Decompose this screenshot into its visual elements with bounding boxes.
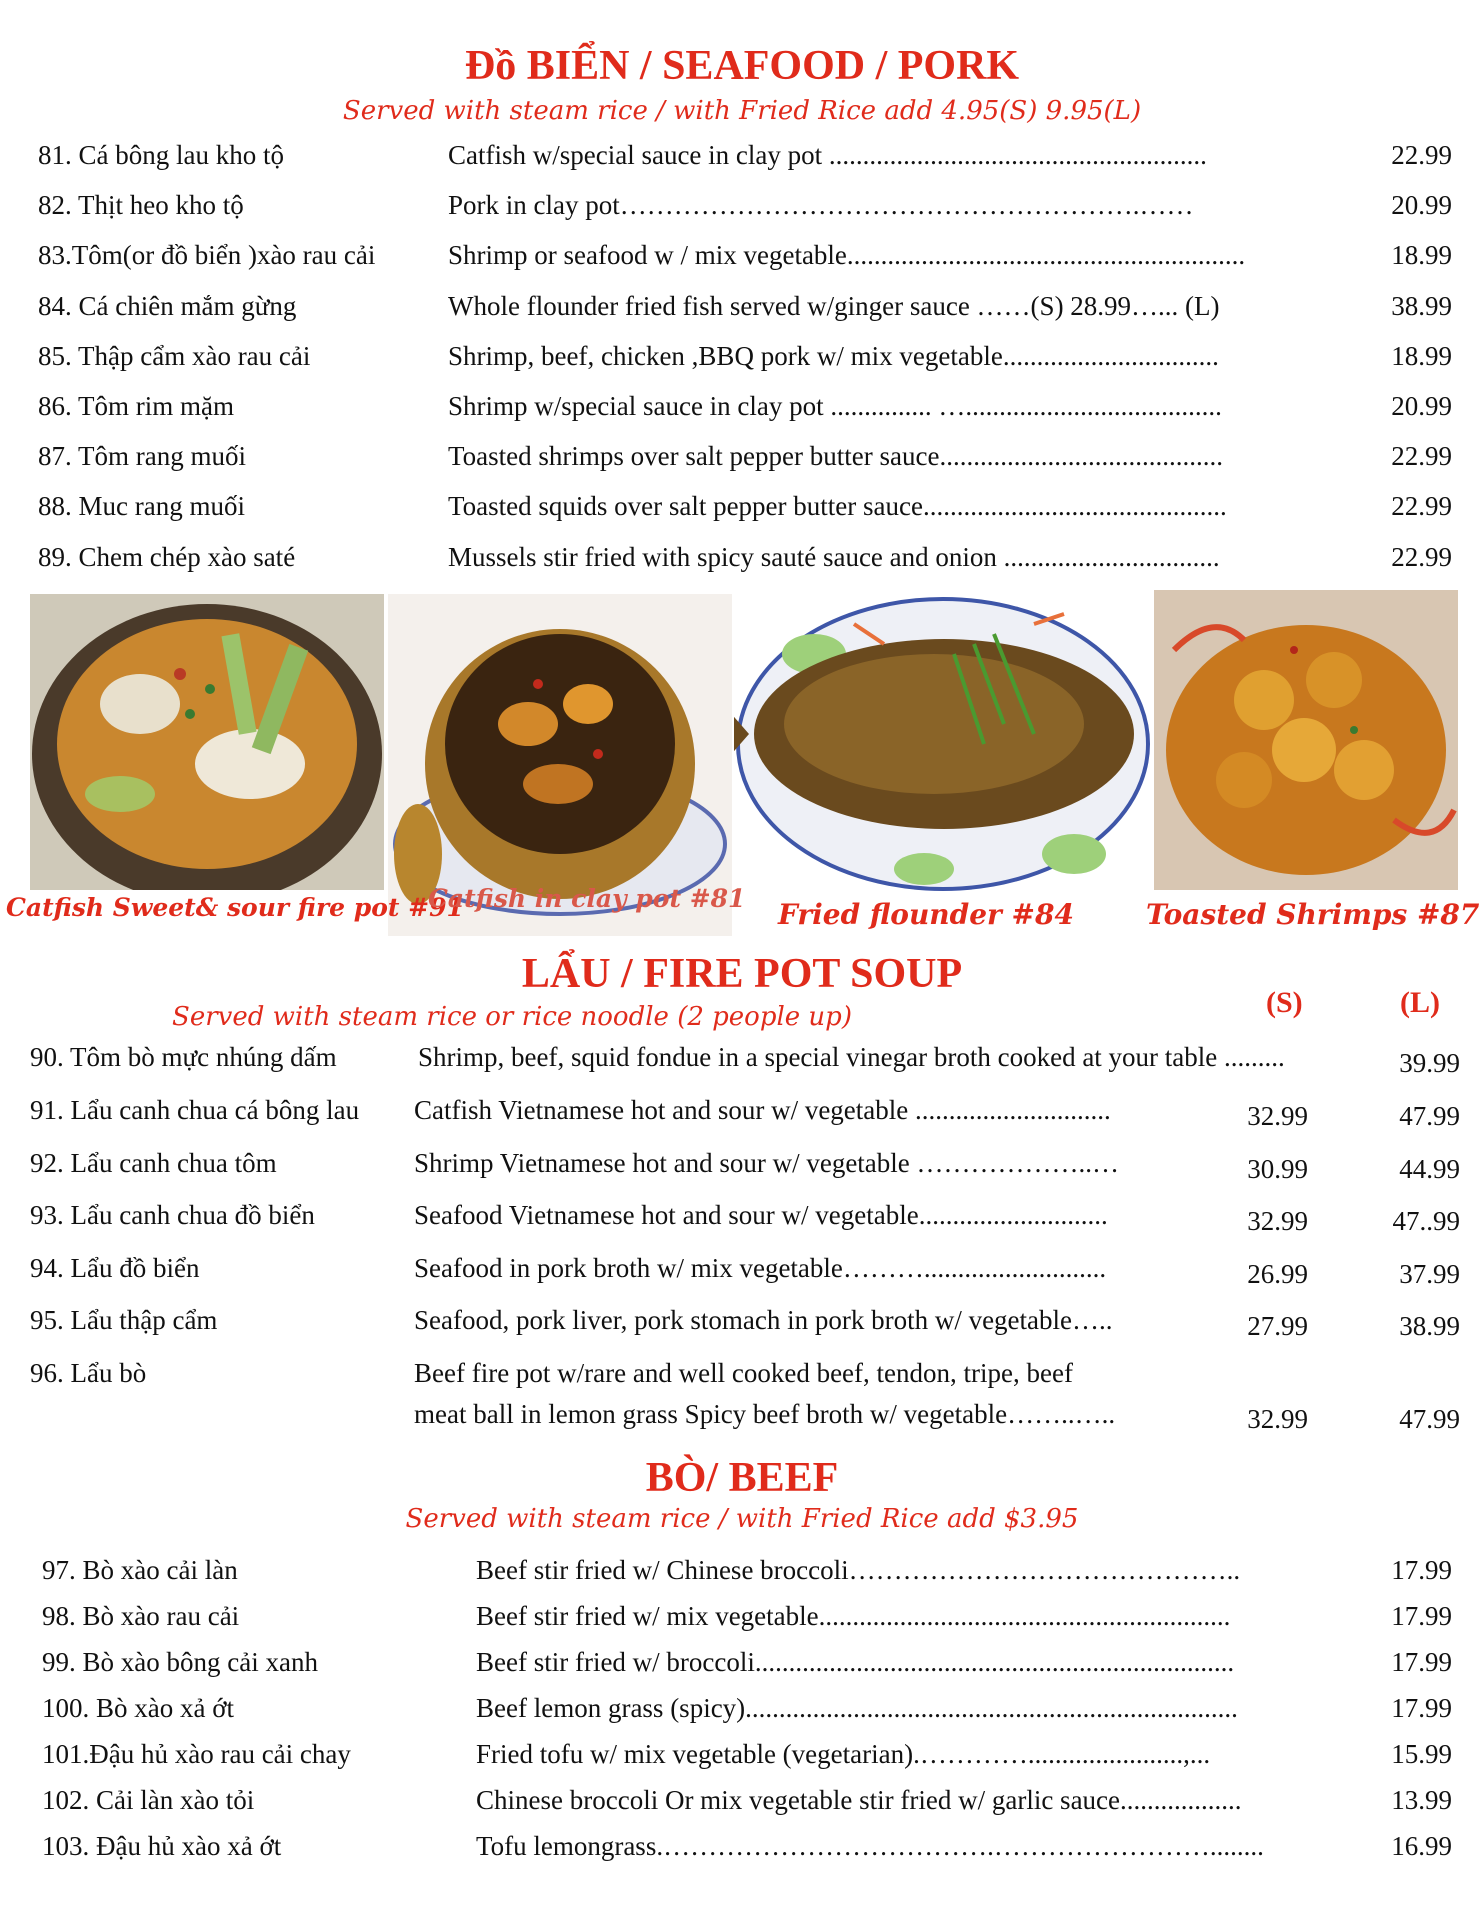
menu-item-97 (0, 1555, 1484, 1595)
menu-item-100 (0, 1693, 1484, 1733)
item-name: 101.Đậu hủ xào rau cải chay (42, 1739, 351, 1769)
item-desc: Pork in clay pot………………………………………………….…… (448, 190, 1194, 220)
item-price: 22.99 (1391, 140, 1452, 170)
item-price: 17.99 (1391, 1555, 1452, 1585)
menu-item-91 (0, 1095, 1484, 1135)
size-small-header: (S) (1266, 986, 1303, 1019)
item-price: 22.99 (1391, 491, 1452, 521)
item-desc: Toasted shrimps over salt pepper butter sauce.......................................... (448, 441, 1223, 471)
menu-item-90 (0, 1042, 1484, 1082)
menu-item-85 (0, 341, 1484, 381)
item-name: 95. Lẩu thập cẩm (30, 1305, 218, 1335)
item-desc-line2: meat ball in lemon grass Spicy beef broth w/ vegetable……..….. (414, 1399, 1116, 1429)
menu-item-89 (0, 542, 1484, 582)
item-name: 93. Lẩu canh chua đồ biển (30, 1200, 315, 1230)
item-name: 81. Cá bông lau kho tộ (38, 140, 284, 170)
item-price-small: 26.99 (1247, 1259, 1308, 1289)
photo-caption-catfish-clay-pot: Catfish in clay pot #81 (428, 884, 746, 913)
firepot-subtitle: Served with steam rice or rice noodle (2 people up) (172, 1002, 852, 1032)
item-name: 94. Lẩu đồ biển (30, 1253, 200, 1283)
item-price: 16.99 (1391, 1831, 1452, 1861)
item-desc: Chinese broccoli Or mix vegetable stir fried w/ garlic sauce.................. (476, 1785, 1242, 1815)
item-name: 97. Bò xào cải làn (42, 1555, 238, 1585)
menu-item-88 (0, 491, 1484, 531)
photo-toasted-shrimps (1154, 590, 1458, 890)
photo-fried-flounder (734, 584, 1152, 894)
menu-item-84 (0, 291, 1484, 331)
item-name: 91. Lẩu canh chua cá bông lau (30, 1095, 360, 1125)
item-name: 82. Thịt heo kho tộ (38, 190, 244, 220)
item-desc: Toasted squids over salt pepper butter sauce............................................. (448, 491, 1227, 521)
menu-item-81 (0, 140, 1484, 180)
item-name: 83.Tôm(or đồ biển )xào rau cải (38, 240, 376, 270)
beef-title: BÒ/ BEEF (645, 1455, 839, 1501)
menu-item-99 (0, 1647, 1484, 1687)
item-desc: Mussels stir fried with spicy sauté sauce and onion ................................ (448, 542, 1220, 572)
beef-subtitle: Served with steam rice / with Fried Rice add $3.95 (405, 1504, 1079, 1534)
item-desc: Beef stir fried w/ mix vegetable............................................................. (476, 1601, 1231, 1631)
item-desc: Shrimp or seafood w / mix vegetable........................................................... (448, 240, 1246, 270)
item-price: 20.99 (1391, 190, 1452, 220)
item-desc: Seafood in pork broth w/ mix vegetable………........................... (414, 1253, 1107, 1283)
item-price-large: 44.99 (1399, 1154, 1460, 1184)
item-price: 17.99 (1391, 1693, 1452, 1723)
menu-item-95 (0, 1305, 1484, 1345)
menu-item-102 (0, 1785, 1484, 1825)
item-name: 85. Thập cẩm xào rau cải (38, 341, 311, 371)
item-price-large: 39.99 (1399, 1048, 1460, 1078)
seafood-title: Đồ BIỂN / SEAFOOD / PORK (464, 43, 1020, 89)
menu-item-96 (0, 1358, 1484, 1448)
photo-catfish-fire-pot (30, 594, 384, 890)
firepot-title: LẨU / FIRE POT SOUP (521, 951, 963, 997)
item-desc: Seafood Vietnamese hot and sour w/ vegetable............................ (414, 1200, 1108, 1230)
item-desc: Shrimp, beef, chicken ,BBQ pork w/ mix vegetable................................ (448, 341, 1219, 371)
item-name: 87. Tôm rang muối (38, 441, 246, 471)
menu-item-98 (0, 1601, 1484, 1641)
menu-item-82 (0, 190, 1484, 230)
item-price-large: 38.99 (1399, 1311, 1460, 1341)
item-name: 90. Tôm bò mực nhúng dấm (30, 1042, 337, 1072)
item-name: 98. Bò xào rau cải (42, 1601, 240, 1631)
item-price-small: 30.99 (1247, 1154, 1308, 1184)
item-desc: Beef stir fried w/ Chinese broccoli…………………………………….. (476, 1555, 1241, 1585)
item-desc: Seafood, pork liver, pork stomach in pork broth w/ vegetable….. (414, 1305, 1113, 1335)
item-name: 84. Cá chiên mắm gừng (38, 291, 297, 321)
item-name: 102. Cải làn xào tỏi (42, 1785, 255, 1815)
item-desc: Catfish Vietnamese hot and sour w/ vegetable ............................. (414, 1095, 1111, 1125)
photo-caption-fried-flounder: Fried flounder #84 (778, 898, 1074, 931)
item-name: 100. Bò xào xả ớt (42, 1693, 235, 1723)
menu-item-86 (0, 391, 1484, 431)
menu-item-93 (0, 1200, 1484, 1240)
seafood-subtitle: Served with steam rice / with Fried Rice add 4.95(S) 9.95(L) (342, 96, 1142, 126)
item-desc: Beef fire pot w/rare and well cooked beef, tendon, tripe, beef (414, 1358, 1073, 1388)
item-desc: Whole flounder fried fish served w/ginger sauce ……(S) 28.99…... (L) (448, 291, 1220, 321)
menu-item-94 (0, 1253, 1484, 1293)
item-price-large: 47..99 (1392, 1206, 1460, 1236)
menu-item-83 (0, 240, 1484, 280)
item-desc: Shrimp, beef, squid fondue in a special vinegar broth cooked at your table ......... (418, 1042, 1285, 1072)
item-price: 13.99 (1391, 1785, 1452, 1815)
item-name: 89. Chem chép xào saté (38, 542, 296, 572)
item-name: 99. Bò xào bông cải xanh (42, 1647, 318, 1677)
item-desc: Beef lemon grass (spicy)......................................................................... (476, 1693, 1238, 1723)
item-price-large: 37.99 (1399, 1259, 1460, 1289)
item-name: 88. Muc rang muối (38, 491, 245, 521)
item-desc: Tofu lemongrass.……………………………….……………………........ (476, 1831, 1264, 1861)
item-price: 18.99 (1391, 341, 1452, 371)
item-desc: Catfish w/special sauce in clay pot ........................................................ (448, 140, 1207, 170)
menu-item-103 (0, 1831, 1484, 1871)
item-desc: Shrimp Vietnamese hot and sour w/ vegetable ………………..… (414, 1148, 1120, 1178)
item-price: 22.99 (1391, 542, 1452, 572)
item-name: 103. Đậu hủ xào xả ớt (42, 1831, 282, 1861)
item-desc: Beef stir fried w/ broccoli....................................................................... (476, 1647, 1235, 1677)
item-price: 15.99 (1391, 1739, 1452, 1769)
item-price-large: 47.99 (1399, 1101, 1460, 1131)
size-large-header: (L) (1400, 986, 1440, 1019)
item-price: 17.99 (1391, 1601, 1452, 1631)
item-price: 17.99 (1391, 1647, 1452, 1677)
item-desc: Fried tofu w/ mix vegetable (vegetarian).………….......................,... (476, 1739, 1211, 1769)
item-price: 38.99 (1391, 291, 1452, 321)
photo-caption-toasted-shrimps: Toasted Shrimps #87 (1146, 898, 1480, 931)
item-price: 20.99 (1391, 391, 1452, 421)
item-price-large: 47.99 (1399, 1404, 1460, 1434)
item-price-small: 27.99 (1247, 1311, 1308, 1341)
item-price-small: 32.99 (1247, 1101, 1308, 1131)
item-name: 86. Tôm rim mặm (38, 391, 234, 421)
item-price-small: 32.99 (1247, 1404, 1308, 1434)
item-price: 18.99 (1391, 240, 1452, 270)
item-name: 96. Lẩu bò (30, 1358, 147, 1388)
item-desc: Shrimp w/special sauce in clay pot ............... …...................................... (448, 391, 1222, 421)
menu-item-92 (0, 1148, 1484, 1188)
item-name: 92. Lẩu canh chua tôm (30, 1148, 277, 1178)
item-price-small: 32.99 (1247, 1206, 1308, 1236)
item-price: 22.99 (1391, 441, 1452, 471)
menu-item-101 (0, 1739, 1484, 1779)
photo-caption-catfish-fire-pot: Catfish Sweet& sour fire pot #91 (6, 893, 464, 922)
menu-item-87 (0, 441, 1484, 481)
